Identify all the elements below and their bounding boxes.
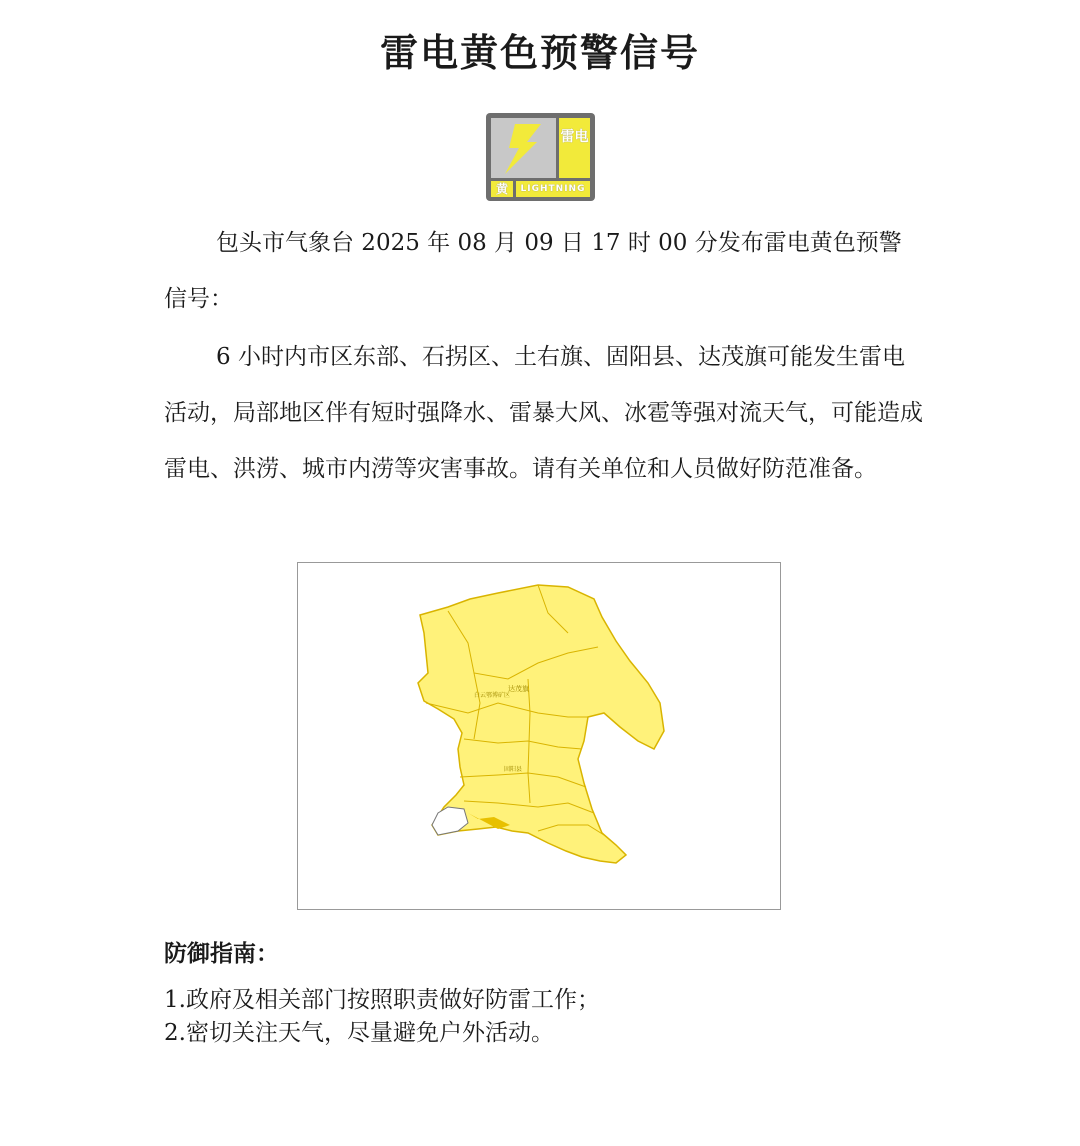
warning-badge	[486, 113, 595, 201]
guidance-item: 2.密切关注天气，尽量避免户外活动。	[164, 1020, 554, 1046]
badge-type-label: 雷电	[559, 118, 590, 178]
badge-level-label: 黄	[491, 181, 513, 197]
lightning-bolt-icon	[491, 118, 556, 178]
svg-text:达茂旗: 达茂旗	[508, 685, 529, 693]
svg-text:白云鄂博矿区: 白云鄂博矿区	[474, 692, 511, 699]
guidance-item: 1.政府及相关部门按照职责做好防雷工作；	[164, 987, 600, 1013]
forecast-paragraph	[164, 329, 924, 497]
page-title: 雷电黄色预警信号	[379, 31, 700, 75]
badge-english-label: LIGHTNING	[516, 181, 590, 197]
issue-text: 包头市气象台 2025 年 08 月 09 日 17 时 00 分发布雷电黄色预警信号：	[164, 230, 902, 312]
forecast-text: 6 小时内市区东部、石拐区、土右旗、固阳县、达茂旗可能发生雷电活动，局部地区伴有短时强降水、雷暴大风、冰雹等强对流天气，可能造成雷电、洪涝、城市内涝等灾害事故。请有关单位和人员做好防范准备。	[164, 344, 923, 482]
guidance-title: 防御指南：	[164, 941, 279, 967]
warning-area-map	[297, 562, 781, 910]
issue-paragraph	[164, 215, 924, 327]
svg-text:固阳县: 固阳县	[504, 766, 523, 773]
